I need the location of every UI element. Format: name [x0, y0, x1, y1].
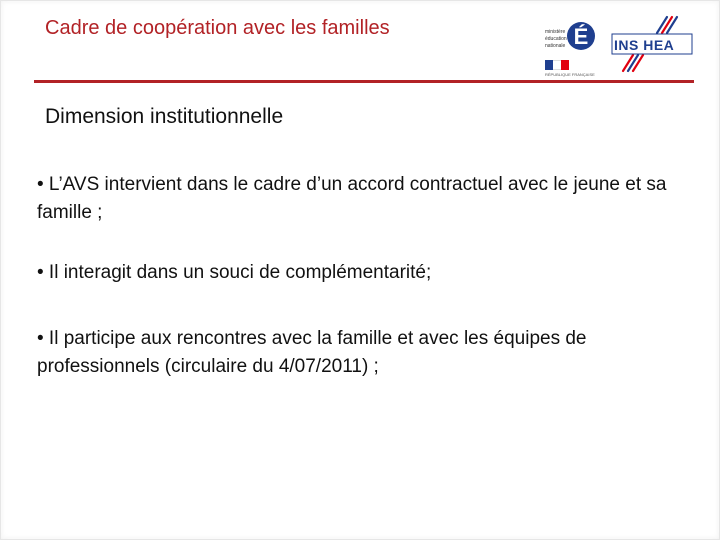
- header-divider: [34, 80, 694, 83]
- section-title: Dimension institutionnelle: [45, 105, 284, 128]
- bullet-item: • L’AVS intervient dans le cadre d’un accord contractuel avec le jeune et sa famille ;: [37, 174, 667, 223]
- slide-header-title: Cadre de coopération avec les familles: [45, 17, 390, 39]
- republic-label: RÉPUBLIQUE FRANÇAISE: [545, 72, 595, 77]
- ministry-logo-emblem: É: [567, 22, 595, 50]
- bullet-item: • Il interagit dans un souci de complémentarité;: [37, 262, 432, 283]
- inshea-logo: [609, 13, 695, 75]
- bullet-list: [37, 171, 687, 413]
- ministry-logo-text: ministère éducation nationale: [545, 29, 567, 49]
- ministry-logo: [545, 19, 601, 75]
- french-flag-icon: [545, 60, 569, 70]
- bullet-item: • Il participe aux rencontres avec la famille et avec les équipes de professionnels (circulaire du 4/07/2011) ;: [37, 328, 587, 377]
- inshea-logo-text: INS HEA: [614, 37, 675, 53]
